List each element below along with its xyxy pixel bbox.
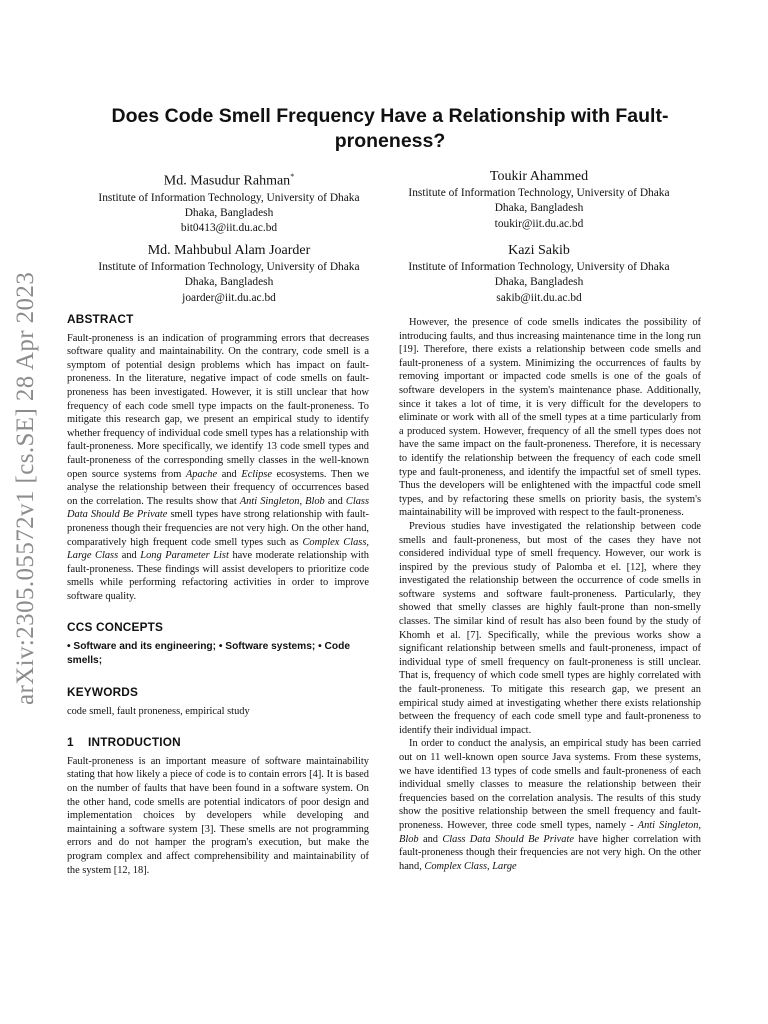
author-email[interactable]: joarder@iit.du.ac.bd: [182, 291, 276, 304]
author-name: Md. Mahbubul Alam Joarder: [147, 243, 311, 258]
author-block-4: [379, 241, 699, 306]
abstract-text: Fault-proneness is an indication of programming errors that decreases software quality and maintainability. On the contrary, code smell is a symptom of potential design problems which has impact on fault-proneness. In the literature, negative impact of code smells on fault-proneness has been investigated. However, it is still unclear that how frequency of each code smell type impacts on the fault-proneness. To mitigate this research gap, we present an empirical study to identify whether frequency of individual code smell types has a relationship with fault-proneness. More specifically, we identify 13 code smell types and fault-proneness of the corresponding smelly classes in the well-known open source systems from Apache and Eclipse ecosystems. Then we analyse the relationship between their frequency of occurrences based on the correlation. The results show that Anti Singleton, Blob and Class Data Should Be Private smell types have strong relationship with fault-proneness though their frequencies are not very high. On the other hand, comparatively high frequent code smell types such as Complex Class, Large Class and Long Parameter List have moderate relationship with fault-proneness. These findings will assist developers to prioritize code smells while performing refactoring activities in order to improve software quality.: [67, 332, 370, 602]
author-affiliation: Institute of Information Technology, University of Dhaka: [98, 261, 360, 273]
author-affiliation: Institute of Information Technology, University of Dhaka: [408, 187, 670, 199]
ccs-concepts-heading: CCS CONCEPTS: [67, 620, 164, 635]
body-paragraph-2: Previous studies have investigated the relationship between code smells and fault-proneness, but most of the cases they have not considered individual type of smell frequency. However, our work is inspired by the previous study of Palomba et el. [12], where they investigated the relationship between the occurrence of code smells in software systems and software fault-proneness. Particularly, they showed that smelly classes are highly fault-prone than non-smelly classes. The similar kind of result has also been found by the study of Khomh et al. [7]. Specifically, while the previous works show a significant relationship between smells and fault-proneness, impact of individual type of smell frequency on fault-proneness is still unclear. That is, frequency of which code smell types are highly correlated with the fault-proneness. To mitigate this research gap, we present an empirical study aimed at investigating whether there exists relationship between the frequency of each code smell type and fault-proneness to identify their individual impact.: [399, 520, 701, 736]
left-column: [67, 313, 369, 877]
introduction-text: Fault-proneness is an important measure of software maintainability stating that how likely a piece of code is to contain errors [4]. It is based on the number of faults that have been found in a software system. On the other hand, code smells are potential indicators of poor design and implementation choices by developers while developing and maintaining a software system [3]. These smells are not programming errors and do not hamper the program's execution, but make the program complex and affect comprehensibility and maintainability of the system [12, 18].: [67, 755, 369, 876]
author-email[interactable]: sakib@iit.du.ac.bd: [496, 291, 582, 304]
keywords-text: code smell, fault proneness, empirical study: [67, 705, 250, 717]
author-location: Dhaka, Bangladesh: [494, 202, 584, 215]
body-paragraph-3: In order to conduct the analysis, an empirical study has been carried out on 11 well-known open source Java systems. From these systems, we have identified 13 types of code smells and fault-proneness of each individual smelly classes to measure the relationship between their frequencies based on the correlation analysis. The results of this study show the positive relationship between the smell frequency and fault-proneness. However, three code smell types, namely - Anti Singleton, Blob and Class Data Should Be Private have higher correlation with fault-proneness though their frequencies are not very high. On the other hand, Complex Class, Large: [399, 738, 702, 872]
author-block-1: [69, 167, 389, 237]
author-name: Kazi Sakib: [508, 243, 570, 258]
author-name: Toukir Ahammed: [489, 169, 589, 184]
author-block-3: [69, 241, 389, 306]
author-block-2: [379, 167, 699, 232]
introduction-heading: 1 INTRODUCTION: [67, 735, 181, 750]
author-location: Dhaka, Bangladesh: [184, 276, 274, 289]
body-paragraph-1: However, the presence of code smells indicates the possibility of introducing faults, and thus increasing maintenance time in the long run [19]. Therefore, there exists a relationship between code smells and fault-proneness of a system. Minimizing the occurrences of faults by removing important or impacted code smells is one of the goals of software developers in the system's maintenance phase. Additionally, since it takes a lot of time, it is very difficult for the developers to eliminate or work with all of the smell types at a time particularly from a produced system. However, frequency of all the smell types does not have the same impact on the fault-proneness. Therefore, it is necessary to identify the relationship between the frequency of each code smell type and fault-proneness, and identify the impactful set of smell types. Thus the developers will be enlightened with the impactful code smell types, and by refactoring these smells on priority basis, the system's maintainability will be improved with respect to the fault-proneness.: [399, 317, 701, 519]
author-email[interactable]: bit0413@iit.du.ac.bd: [180, 222, 278, 235]
paper-title: Does Code Smell Frequency Have a Relationship with Fault-proneness?: [111, 105, 669, 152]
corresponding-author-mark: *: [290, 172, 295, 181]
author-location: Dhaka, Bangladesh: [494, 276, 584, 289]
author-location: Dhaka, Bangladesh: [184, 206, 274, 219]
abstract-heading: ABSTRACT: [67, 312, 134, 326]
keywords-heading: KEYWORDS: [67, 685, 139, 700]
right-column: [399, 316, 701, 873]
arxiv-identifier[interactable]: arXiv:2305.05572v1 [cs.SE] 28 Apr 2023: [12, 271, 39, 705]
ccs-concepts-text: • Software and its engineering; • Software systems; • Code smells;: [67, 641, 350, 667]
author-email[interactable]: toukir@iit.du.ac.bd: [494, 217, 584, 230]
author-affiliation: Institute of Information Technology, University of Dhaka: [408, 261, 670, 273]
author-affiliation: Institute of Information Technology, University of Dhaka: [98, 191, 360, 204]
section-number: 1: [67, 735, 74, 750]
author-name: Md. Masudur Rahman*: [163, 172, 295, 189]
